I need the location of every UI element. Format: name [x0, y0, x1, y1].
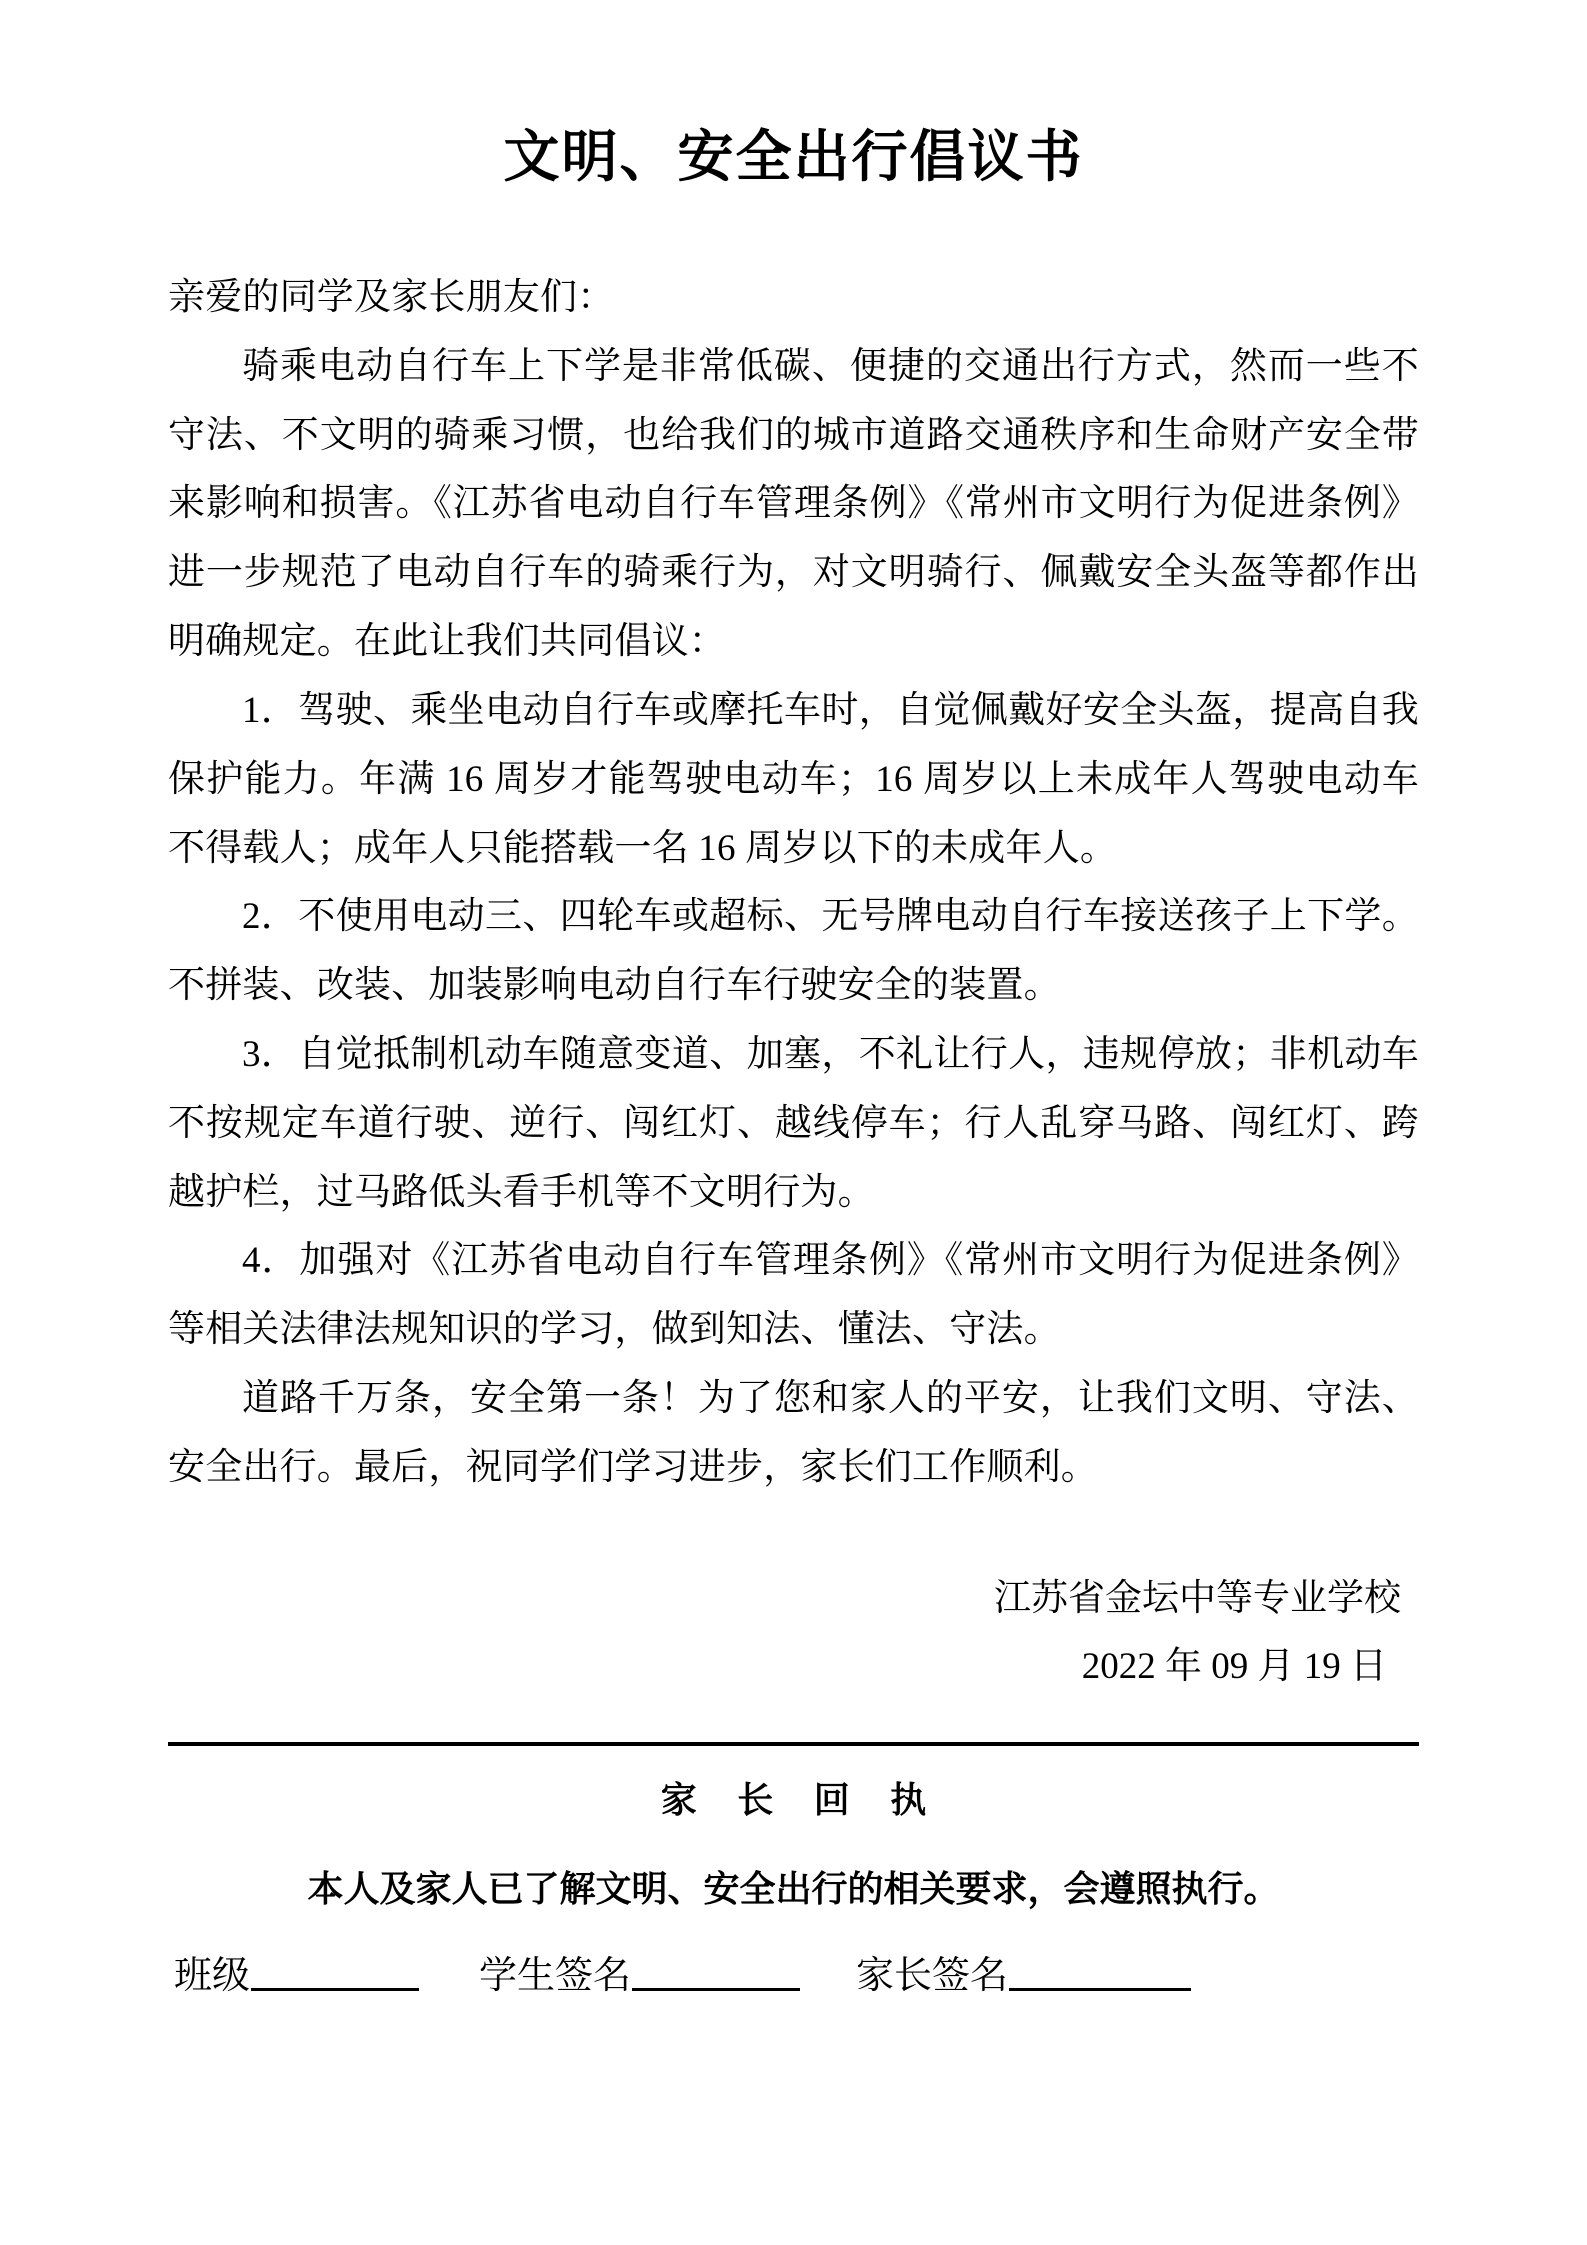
field-parent-signature-label: 家长签名: [856, 1953, 1009, 1998]
list-item-2: 2．不使用电动三、四轮车或超标、无号牌电动自行车接送孩子上下学。不拼装、改装、加装影响电动自行车行驶安全的装置。: [168, 896, 1419, 1007]
list-item-4: 4．加强对《江苏省电动自行车管理条例》《常州市文明行为促进条例》等相关法律法规知识的学习，做到知法、懂法、守法。: [168, 1240, 1419, 1351]
receipt-statement: 本人及家人已了解文明、安全出行的相关要求，会遵照执行。: [307, 1869, 1280, 1911]
section-divider: [168, 1742, 1419, 1746]
field-student-signature: [479, 1953, 800, 1998]
parent-receipt-section: [168, 1772, 1419, 1998]
list-item-1: 1．驾驶、乘坐电动自行车或摩托车时，自觉佩戴好安全头盔，提高自我保护能力。年满 16 周岁才能驾驶电动车；16 周岁以上未成年人驾驶电动车不得载人；成年人只能搭载一名 16 周岁以下的未成年人。: [168, 689, 1419, 869]
field-student-signature-label: 学生签名: [479, 1953, 632, 1998]
signature-block: [168, 1565, 1419, 1703]
closing-paragraph: 道路千万条，安全第一条！为了您和家人的平安，让我们文明、守法、安全出行。最后，祝同学们学习进步，家长们工作顺利。: [168, 1378, 1419, 1488]
salutation: 亲爱的同学及家长朋友们：: [168, 277, 615, 318]
signature-organization: 江苏省金坛中等专业学校: [994, 1577, 1401, 1619]
intro-paragraph: 骑乘电动自行车上下学是非常低碳、便捷的交通出行方式，然而一些不守法、不文明的骑乘习惯，也给我们的城市道路交通秩序和生命财产安全带来影响和损害。《江苏省电动自行车管理条例》《常州市文明行为促进条例》进一步规范了电动自行车的骑乘行为，对文明骑行、佩戴安全头盔等都作出明确规定。在此让我们共同倡议：: [168, 345, 1419, 663]
field-parent-signature: [856, 1953, 1191, 1998]
student-signature-input[interactable]: [632, 1988, 800, 1991]
document-body: [168, 264, 1419, 1503]
receipt-fields-row: [168, 1953, 1419, 1998]
field-class: [174, 1953, 419, 1998]
signature-date: 2022 年 09 月 19 日: [1081, 1646, 1387, 1688]
field-class-label: 班级: [174, 1953, 251, 1998]
page-title: 文明、安全出行倡议书: [503, 125, 1084, 190]
parent-signature-input[interactable]: [1009, 1988, 1191, 1991]
receipt-title: 家 长 回 执: [660, 1780, 941, 1822]
class-input[interactable]: [251, 1988, 419, 1991]
list-item-3: 3．自觉抵制机动车随意变道、加塞，不礼让行人，违规停放；非机动车不按规定车道行驶、逆行、闯红灯、越线停车；行人乱穿马路、闯红灯、跨越护栏，过马路低头看手机等不文明行为。: [168, 1033, 1419, 1213]
